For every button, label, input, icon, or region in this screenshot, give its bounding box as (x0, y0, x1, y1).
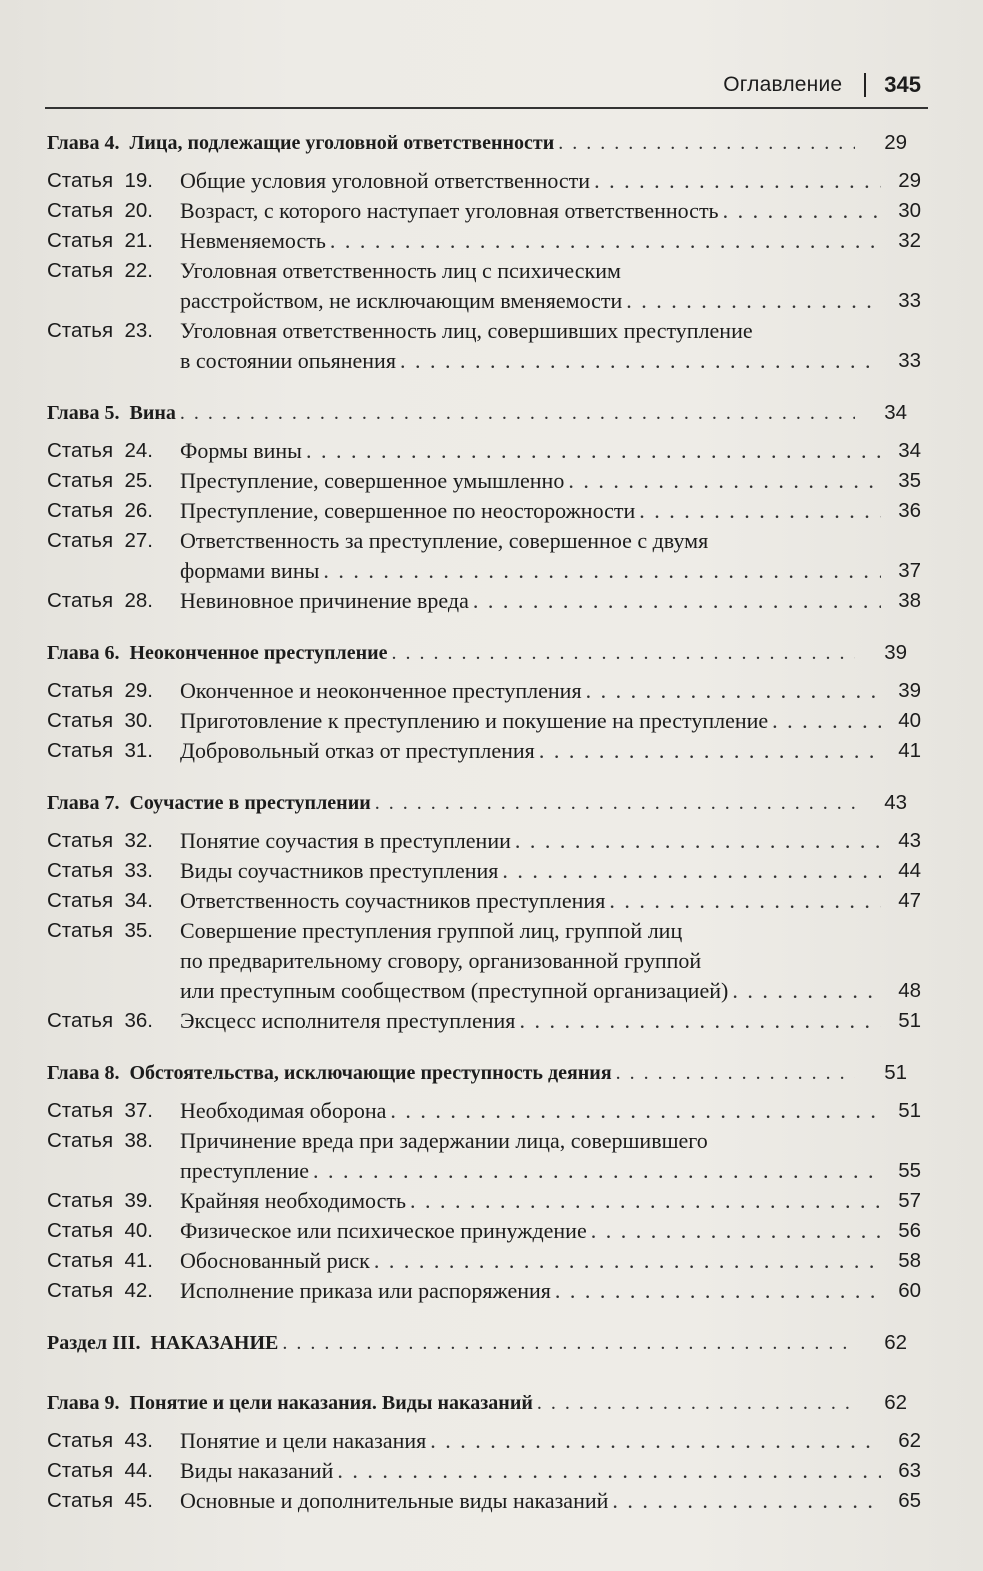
article-title-text: Исполнение приказа или распоряжения (180, 1278, 551, 1303)
article-page: 37 (898, 559, 921, 582)
dot-leader (430, 1426, 881, 1456)
dot-leader (313, 1156, 881, 1186)
spacer (0, 428, 983, 436)
article-title (180, 1126, 885, 1186)
article-title-text: Ответственность за преступление, совершенное с двумя (180, 528, 709, 553)
spacer (0, 766, 983, 788)
dot-leader (609, 886, 881, 916)
article-title-line (180, 1156, 885, 1186)
chapter-page: 39 (884, 641, 907, 664)
article-title (180, 1486, 885, 1516)
article-title-text: Преступление, совершенное умышленно (180, 468, 565, 493)
article-title-text: Невиновное причинение вреда (180, 588, 469, 613)
article-page: 60 (898, 1279, 921, 1302)
spacer (0, 1366, 983, 1388)
toc-article (0, 196, 983, 226)
toc-article (0, 526, 983, 586)
article-title (180, 676, 885, 706)
dot-leader (410, 1186, 881, 1216)
article-page: 33 (898, 349, 921, 372)
article-title (180, 706, 885, 736)
article-title-text: Уголовная ответственность лиц, совершивших преступление (180, 318, 753, 343)
toc-article (0, 1096, 983, 1126)
article-title-text: Ответственность соучастников преступления (180, 888, 606, 913)
article-title-line (180, 346, 885, 376)
toc-chapter (47, 128, 907, 158)
toc-article (0, 886, 983, 916)
article-title-text: Формы вины (180, 438, 302, 463)
article-page: 65 (898, 1489, 921, 1512)
article-title-line (180, 496, 885, 526)
running-head-section: Оглавление (723, 73, 843, 96)
article-title-line (180, 256, 885, 286)
article-page: 51 (898, 1009, 921, 1032)
article-number: Статья 20. (47, 199, 153, 222)
article-page: 41 (898, 739, 921, 762)
chapter-page: 51 (884, 1061, 907, 1084)
article-title-text: Виды соучастников преступления (180, 858, 499, 883)
article-title (180, 196, 885, 226)
chapter-title: Раздел III. НАКАЗАНИЕ (47, 1332, 279, 1354)
article-title-line (180, 826, 885, 856)
article-number: Статья 39. (47, 1189, 153, 1212)
article-page: 62 (898, 1429, 921, 1452)
article-title-text: или преступным сообществом (преступной организацией) (180, 978, 729, 1003)
article-title-line (180, 466, 885, 496)
article-title (180, 1246, 885, 1276)
article-title (180, 916, 885, 1006)
toc-article (0, 856, 983, 886)
article-number: Статья 23. (47, 319, 153, 342)
article-page: 57 (898, 1189, 921, 1212)
article-title (180, 466, 885, 496)
toc-chapter (47, 398, 907, 428)
toc-chapter (47, 788, 907, 818)
toc-chapter (47, 1058, 907, 1088)
dot-leader (330, 226, 881, 256)
article-title-text: Основные и дополнительные виды наказаний (180, 1488, 609, 1513)
header-rule (45, 107, 928, 109)
article-title (180, 226, 885, 256)
article-number: Статья 34. (47, 889, 153, 912)
dot-leader (537, 1388, 855, 1418)
article-title-line (180, 316, 885, 346)
article-number: Статья 28. (47, 589, 153, 612)
toc-article (0, 1246, 983, 1276)
article-number: Статья 41. (47, 1249, 153, 1272)
toc-article (0, 1006, 983, 1036)
article-title (180, 1096, 885, 1126)
article-title-line (180, 556, 885, 586)
article-page: 55 (898, 1159, 921, 1182)
article-title-line (180, 1006, 885, 1036)
dot-leader (375, 788, 855, 818)
article-title-text: Общие условия уголовной ответственности (180, 168, 591, 193)
article-title (180, 736, 885, 766)
dot-leader (515, 826, 881, 856)
article-title-text: Физическое или психическое принуждение (180, 1218, 587, 1243)
article-title (180, 856, 885, 886)
article-title-line (180, 976, 885, 1006)
chapter-title: Глава 8. Обстоятельства, исключающие преступность деяния (47, 1062, 612, 1084)
article-title-line (180, 1246, 885, 1276)
article-number: Статья 24. (47, 439, 153, 462)
article-page: 38 (898, 589, 921, 612)
article-title-line (180, 946, 885, 976)
article-title-text: Причинение вреда при задержании лица, совершившего (180, 1128, 708, 1153)
article-number: Статья 35. (47, 919, 153, 942)
toc-article (0, 1216, 983, 1246)
dot-leader (639, 496, 881, 526)
dot-leader (180, 398, 855, 428)
article-title (180, 166, 885, 196)
article-number: Статья 43. (47, 1429, 153, 1452)
article-page: 39 (898, 679, 921, 702)
toc-article (0, 256, 983, 316)
spacer (0, 616, 983, 638)
article-title-text: Понятие соучастия в преступлении (180, 828, 511, 853)
page-number: 345 (884, 72, 921, 97)
article-title-text: Приготовление к преступлению и покушение на преступление (180, 708, 769, 733)
dot-leader (594, 166, 881, 196)
spacer (0, 158, 983, 166)
article-title-text: Эксцесс исполнителя преступления (180, 1008, 516, 1033)
article-page: 33 (898, 289, 921, 312)
toc-article (0, 166, 983, 196)
article-title-line (180, 736, 885, 766)
article-number: Статья 21. (47, 229, 153, 252)
article-title-line (180, 1126, 885, 1156)
article-page: 48 (898, 979, 921, 1002)
dot-leader (612, 1486, 881, 1516)
toc-article (0, 496, 983, 526)
article-number: Статья 44. (47, 1459, 153, 1482)
article-title (180, 256, 885, 316)
running-head-divider (864, 73, 866, 97)
dot-leader (502, 856, 881, 886)
article-title-text: Невменяемость (180, 228, 326, 253)
article-title (180, 826, 885, 856)
article-title-text: по предварительному сговору, организованной группой (180, 948, 702, 973)
dot-leader (723, 196, 881, 226)
article-title-line (180, 1456, 885, 1486)
toc-article (0, 1486, 983, 1516)
dot-leader (400, 346, 881, 376)
article-title-text: формами вины (180, 558, 320, 583)
article-title (180, 886, 885, 916)
article-title-line (180, 886, 885, 916)
article-title-text: Преступление, совершенное по неосторожности (180, 498, 636, 523)
toc-article (0, 676, 983, 706)
toc-article (0, 1276, 983, 1306)
article-title (180, 1426, 885, 1456)
chapter-title: Глава 6. Неоконченное преступление (47, 642, 388, 664)
article-number: Статья 40. (47, 1219, 153, 1242)
toc-article (0, 466, 983, 496)
article-page: 44 (898, 859, 921, 882)
article-title-text: Обоснованный риск (180, 1248, 370, 1273)
chapter-title: Глава 4. Лица, подлежащие уголовной ответственности (47, 132, 555, 154)
article-title-line (180, 1186, 885, 1216)
dot-leader (558, 128, 855, 158)
article-page: 63 (898, 1459, 921, 1482)
toc-article (0, 586, 983, 616)
article-title-text: расстройством, не исключающим вменяемости (180, 288, 623, 313)
article-title-line (180, 1216, 885, 1246)
chapter-title: Глава 9. Понятие и цели наказания. Виды наказаний (47, 1392, 533, 1414)
article-title (180, 1456, 885, 1486)
dot-leader (591, 1216, 881, 1246)
article-title-text: в состоянии опьянения (180, 348, 396, 373)
article-title-line (180, 586, 885, 616)
dot-leader (616, 1058, 855, 1088)
article-number: Статья 38. (47, 1129, 153, 1152)
article-title (180, 1216, 885, 1246)
spacer (0, 1306, 983, 1328)
article-title-line (180, 916, 885, 946)
article-title-line (180, 856, 885, 886)
toc-chapter (47, 1328, 907, 1358)
dot-leader (539, 736, 881, 766)
article-title-text: Необходимая оборона (180, 1098, 387, 1123)
article-number: Статья 37. (47, 1099, 153, 1122)
article-title-line (180, 676, 885, 706)
toc-article (0, 736, 983, 766)
spacer (0, 1088, 983, 1096)
article-title-line (180, 196, 885, 226)
spacer (0, 1036, 983, 1058)
article-title-text: Совершение преступления группой лиц, группой лиц (180, 918, 683, 943)
dot-leader (282, 1328, 855, 1358)
toc-chapter (47, 638, 907, 668)
toc-article (0, 1186, 983, 1216)
article-title-text: Возраст, с которого наступает уголовная ответственность (180, 198, 719, 223)
toc-article (0, 436, 983, 466)
toc-article (0, 316, 983, 376)
dot-leader (374, 1246, 881, 1276)
article-title-line (180, 706, 885, 736)
dot-leader (390, 1096, 881, 1126)
dot-leader (555, 1276, 881, 1306)
toc-article (0, 706, 983, 736)
chapter-page: 34 (884, 401, 907, 424)
article-title (180, 436, 885, 466)
article-number: Статья 22. (47, 259, 153, 282)
article-page: 51 (898, 1099, 921, 1122)
article-title-text: Уголовная ответственность лиц с психическим (180, 258, 621, 283)
article-title-line (180, 526, 885, 556)
article-title-text: Виды наказаний (180, 1458, 334, 1483)
article-title-line (180, 1096, 885, 1126)
article-title-text: Добровольный отказ от преступления (180, 738, 535, 763)
article-title (180, 316, 885, 376)
dot-leader (732, 976, 881, 1006)
article-number: Статья 45. (47, 1489, 153, 1512)
chapter-page: 43 (884, 791, 907, 814)
article-title-line (180, 1276, 885, 1306)
toc-article (0, 916, 983, 1006)
article-title-line (180, 286, 885, 316)
toc-article (0, 226, 983, 256)
dot-leader (626, 286, 881, 316)
toc-article (0, 826, 983, 856)
article-title-line (180, 166, 885, 196)
article-page: 40 (898, 709, 921, 732)
dot-leader (586, 676, 881, 706)
article-page: 58 (898, 1249, 921, 1272)
article-page: 34 (898, 439, 921, 462)
article-title (180, 526, 885, 586)
spacer (0, 818, 983, 826)
article-title-text: Понятие и цели наказания (180, 1428, 427, 1453)
article-page: 30 (898, 199, 921, 222)
article-title-line (180, 1426, 885, 1456)
table-of-contents (0, 128, 983, 1516)
chapter-title: Глава 5. Вина (47, 402, 176, 424)
chapter-page: 29 (884, 131, 907, 154)
article-title (180, 496, 885, 526)
dot-leader (473, 586, 881, 616)
dot-leader (337, 1456, 881, 1486)
dot-leader (323, 556, 881, 586)
article-title-line (180, 436, 885, 466)
toc-article (0, 1456, 983, 1486)
dot-leader (306, 436, 881, 466)
chapter-title: Глава 7. Соучастие в преступлении (47, 792, 371, 814)
article-number: Статья 25. (47, 469, 153, 492)
article-title-line (180, 1486, 885, 1516)
article-title-line (180, 226, 885, 256)
article-page: 32 (898, 229, 921, 252)
article-number: Статья 29. (47, 679, 153, 702)
article-page: 43 (898, 829, 921, 852)
article-title (180, 1276, 885, 1306)
chapter-page: 62 (884, 1391, 907, 1414)
article-title-text: преступление (180, 1158, 310, 1183)
article-number: Статья 26. (47, 499, 153, 522)
toc-article (0, 1126, 983, 1186)
article-number: Статья 36. (47, 1009, 153, 1032)
article-number: Статья 30. (47, 709, 153, 732)
article-title-text: Оконченное и неоконченное преступления (180, 678, 582, 703)
article-page: 35 (898, 469, 921, 492)
dot-leader (519, 1006, 881, 1036)
dot-leader (772, 706, 881, 736)
article-page: 56 (898, 1219, 921, 1242)
toc-chapter (47, 1388, 907, 1418)
article-title (180, 1186, 885, 1216)
dot-leader (568, 466, 881, 496)
chapter-page: 62 (884, 1331, 907, 1354)
article-title-text: Крайняя необходимость (180, 1188, 406, 1213)
article-title (180, 1006, 885, 1036)
article-number: Статья 32. (47, 829, 153, 852)
spacer (0, 668, 983, 676)
article-number: Статья 42. (47, 1279, 153, 1302)
article-title (180, 586, 885, 616)
article-number: Статья 31. (47, 739, 153, 762)
toc-article (0, 1426, 983, 1456)
spacer (0, 1358, 983, 1366)
spacer (0, 376, 983, 398)
article-number: Статья 27. (47, 529, 153, 552)
article-number: Статья 19. (47, 169, 153, 192)
article-page: 29 (898, 169, 921, 192)
article-number: Статья 33. (47, 859, 153, 882)
dot-leader (392, 638, 855, 668)
spacer (0, 1418, 983, 1426)
article-page: 36 (898, 499, 921, 522)
running-head (723, 72, 921, 98)
article-page: 47 (898, 889, 921, 912)
